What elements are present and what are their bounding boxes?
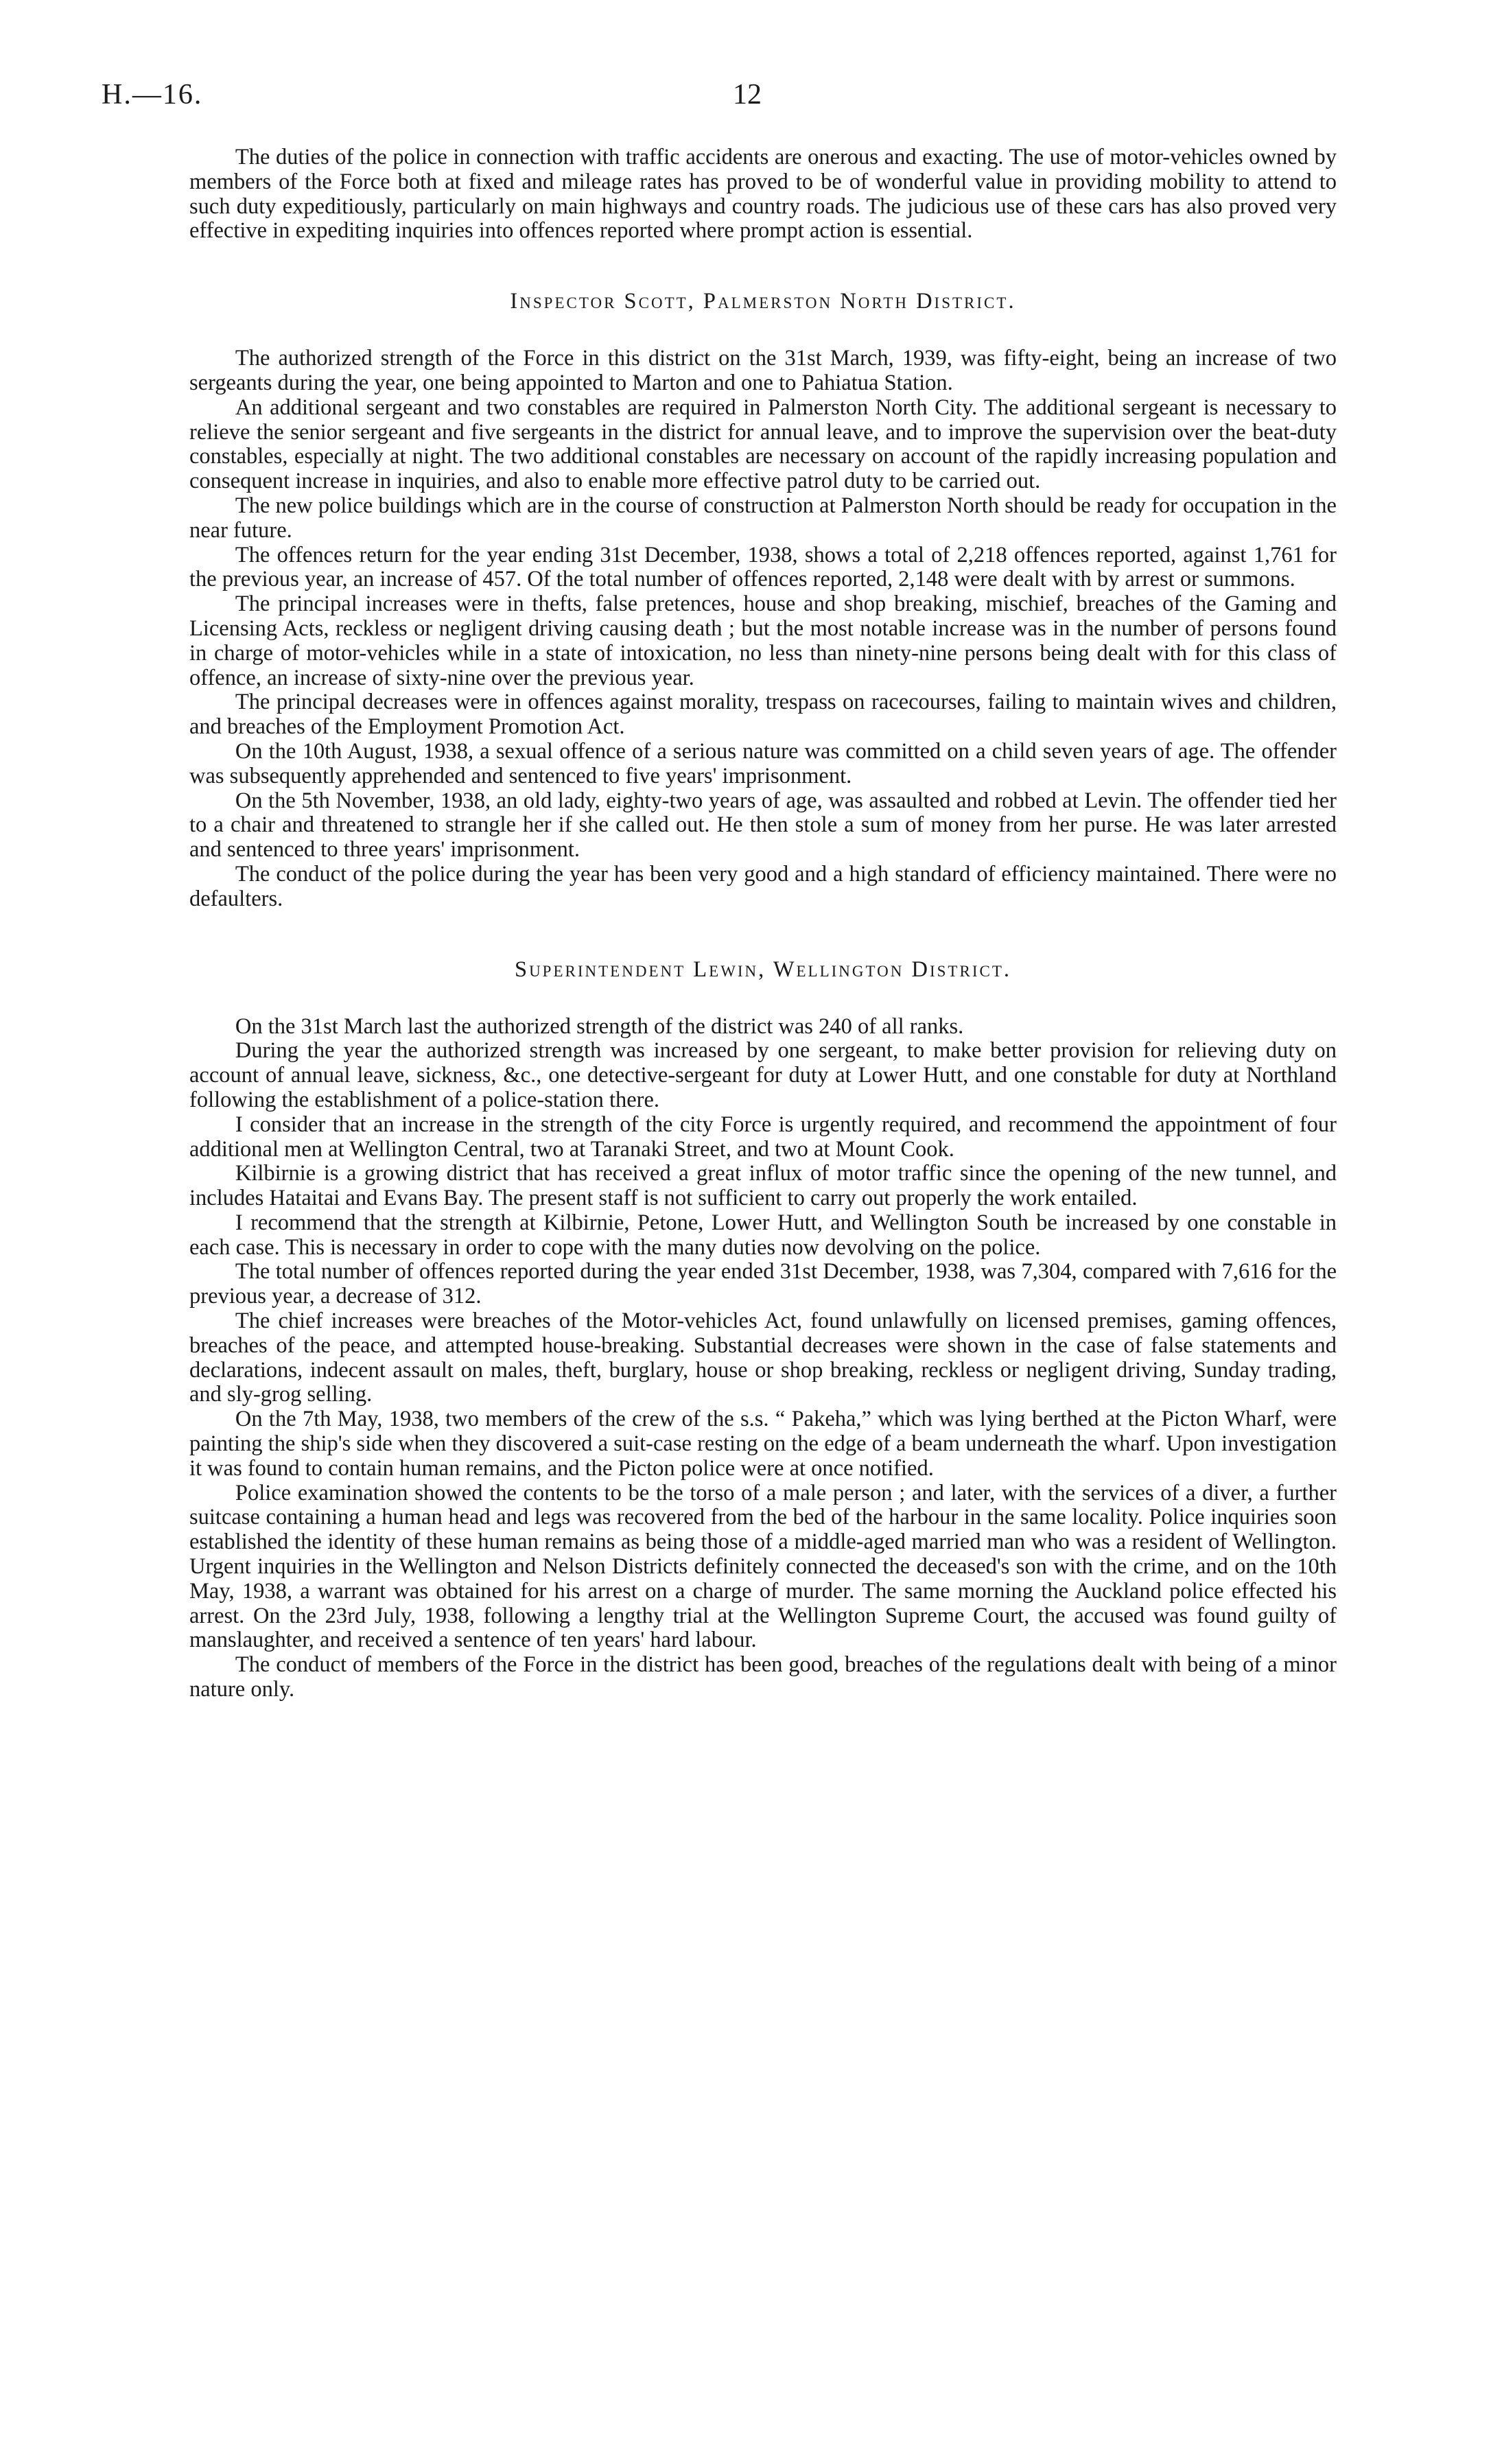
paragraph: Kilbirnie is a growing district that has received a great influx of motor traffic since the opening of the new tunnel, and includes Hataitai and Evans Bay. The present staff is not sufficient to carry out properly the work entailed. — [189, 1161, 1337, 1211]
palmerston-north-section — [189, 288, 1337, 911]
page-number: 12 — [733, 79, 762, 110]
paragraph: During the year the authorized strength was increased by one sergeant, to make better provision for relieving duty on account of annual leave, sickness, &c., one detective-sergeant for duty at Lower Hutt, and one constable for duty at Northland following the establishment of a police-station there. — [189, 1038, 1337, 1112]
paragraph: The authorized strength of the Force in this district on the 31st March, 1939, was fifty-eight, being an increase of two sergeants during the year, one being appointed to Marton and one to Pahiatua Station. — [189, 346, 1337, 395]
paragraph: An additional sergeant and two constables are required in Palmerston North City. The additional sergeant is necessary to relieve the senior sergeant and five sergeants in the district for annual leave, and to improve the supervision over the beat-duty constables, especially at night. The two additional constables are necessary on account of the rapidly increasing population and consequent increase in inquiries, and also to enable more effective patrol duty to be carried out. — [189, 395, 1337, 494]
page-header — [102, 74, 1343, 115]
wellington-section — [189, 956, 1337, 1702]
paragraph: The chief increases were breaches of the Motor-vehicles Act, found unlawfully on licensed premises, gaming offences, breaches of the peace, and attempted house-breaking. Substantial decreases were shown in the case of false statements and declarations, indecent assault on males, theft, burglary, house or shop breaking, reckless or negligent driving, Sunday trading, and sly-grog selling. — [189, 1309, 1337, 1407]
section-heading: Inspector Scott, Palmerston North District. — [510, 289, 1016, 314]
paragraph: The offences return for the year ending 31st December, 1938, shows a total of 2,218 offences reported, against 1,761 for the previous year, an increase of 457. Of the total number of offences reported, 2,148 were dealt with by arrest or summons. — [189, 542, 1337, 592]
paragraph: The conduct of the police during the year has been very good and a high standard of efficiency maintained. There were no defaulters. — [189, 861, 1337, 911]
paragraph: The new police buildings which are in the course of construction at Palmerston North should be ready for occupation in the near future. — [189, 493, 1337, 543]
paragraph: Police examination showed the contents to be the torso of a male person ; and later, with the services of a diver, a further suitcase containing a human head and legs was recovered from the bed of the harbour in the same locality. Police inquiries soon established the identity of these human remains as being those of a middle-aged married man who was a resident of Wellington. Urgent inquiries in the Wellington and Nelson Districts definitely connected the deceased's son with the crime, and on the 10th May, 1938, a warrant was obtained for his arrest on a charge of murder. The same morning the Auckland police effected his arrest. On the 23rd July, 1938, following a lengthy trial at the Wellington Supreme Court, the accused was found guilty of manslaughter, and received a sentence of ten years' hard labour. — [189, 1480, 1337, 1653]
paragraph: On the 5th November, 1938, an old lady, eighty-two years of age, was assaulted and robbed at Levin. The offender tied her to a chair and threatened to strangle her if she called out. He then stole a sum of money from her purse. He was later arrested and sentenced to three years' imprisonment. — [189, 788, 1337, 863]
paragraph: On the 7th May, 1938, two members of the crew of the s.s. “ Pakeha,” which was lying berthed at the Picton Wharf, were painting the ship's side when they discovered a suit-case resting on the edge of a beam underneath the wharf. Upon investigation it was found to contain human remains, and the Picton police were at once notified. — [189, 1407, 1337, 1481]
paragraph: On the 31st March last the authorized strength of the district was 240 of all ranks. — [235, 1013, 964, 1039]
paragraph: The principal increases were in thefts, false pretences, house and shop breaking, mischief, breaches of the Gaming and Licensing Acts, reckless or negligent driving causing death ; but the most notable increase was in the number of persons found in charge of motor-vehicles while in a state of intoxication, no less than ninety-nine persons being dealt with for this class of offence, an increase of sixty-nine over the previous year. — [189, 591, 1337, 690]
paragraph: I recommend that the strength at Kilbirnie, Petone, Lower Hutt, and Wellington South be increased by one constable in each case. This is necessary in order to cope with the many duties now devolving on the police. — [189, 1210, 1337, 1260]
section-heading: Superintendent Lewin, Wellington District. — [515, 957, 1011, 982]
paragraph: The conduct of members of the Force in the district has been good, breaches of the regulations dealt with being of a minor nature only. — [189, 1652, 1337, 1702]
document-reference: H.—16. — [102, 79, 203, 110]
page-body — [189, 145, 1337, 1702]
intro-section — [189, 145, 1337, 244]
paragraph: The duties of the police in connection with traffic accidents are onerous and exacting. The use of motor-vehicles owned by members of the Force both at fixed and mileage rates has proved to be of wonderful value in providing mobility to attend to such duty expeditiously, particularly on main highways and country roads. The judicious use of these cars has also proved very effective in expediting inquiries into offences reported where prompt action is essential. — [189, 145, 1337, 244]
paragraph: I consider that an increase in the strength of the city Force is urgently required, and recommend the appointment of four additional men at Wellington Central, two at Taranaki Street, and two at Mount Cook. — [189, 1112, 1337, 1162]
paragraph: On the 10th August, 1938, a sexual offence of a serious nature was committed on a child seven years of age. The offender was subsequently apprehended and sentenced to five years' imprisonment. — [189, 738, 1337, 788]
paragraph: The principal decreases were in offences against morality, trespass on racecourses, failing to maintain wives and children, and breaches of the Employment Promotion Act. — [189, 690, 1337, 740]
paragraph: The total number of offences reported during the year ended 31st December, 1938, was 7,304, compared with 7,616 for the previous year, a decrease of 312. — [189, 1259, 1337, 1309]
